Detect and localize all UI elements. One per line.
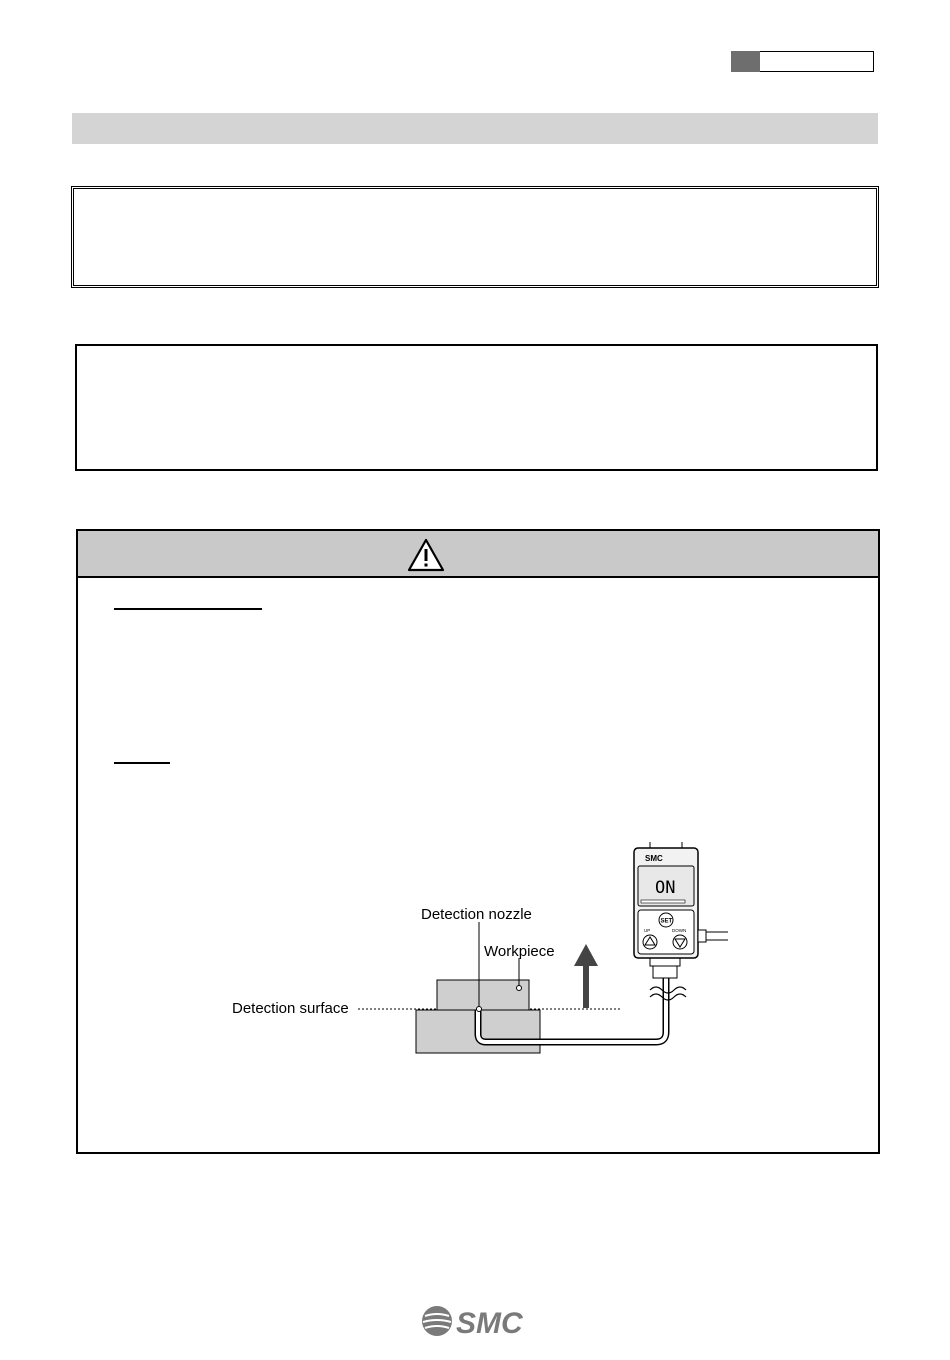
warning-triangle-icon: [407, 538, 445, 572]
up-arrow-head: [574, 944, 598, 966]
device-set-label: SET: [660, 918, 673, 925]
notice-box-single: [75, 344, 878, 471]
workpiece-marker: [517, 986, 522, 991]
up-arrow-shaft: [583, 964, 589, 1008]
notice-box-double: [71, 186, 879, 288]
workpiece-block: [437, 980, 529, 1010]
device-down-label: DOWN: [672, 928, 687, 933]
section-heading-bar: [72, 113, 878, 144]
device-side-connector: [698, 930, 706, 942]
label-workpiece: Workpiece: [484, 943, 555, 960]
device-display: ON: [655, 878, 676, 898]
nozzle-marker: [477, 1007, 482, 1012]
subheading-underline-1: [114, 608, 262, 610]
page-tab-marker: [731, 51, 760, 72]
logo-text: SMC: [456, 1307, 523, 1339]
label-detection-nozzle: Detection nozzle: [421, 906, 532, 923]
caution-header: [78, 531, 878, 578]
device-up-label: UP: [644, 928, 651, 933]
detection-figure: [220, 838, 740, 1058]
device-brand: SMC: [645, 854, 663, 863]
smc-logo: [420, 1303, 532, 1339]
device-led-bar: [641, 900, 685, 903]
label-detection-surface: Detection surface: [232, 1000, 349, 1017]
fitting-body: [653, 966, 677, 978]
subheading-underline-2: [114, 762, 170, 764]
